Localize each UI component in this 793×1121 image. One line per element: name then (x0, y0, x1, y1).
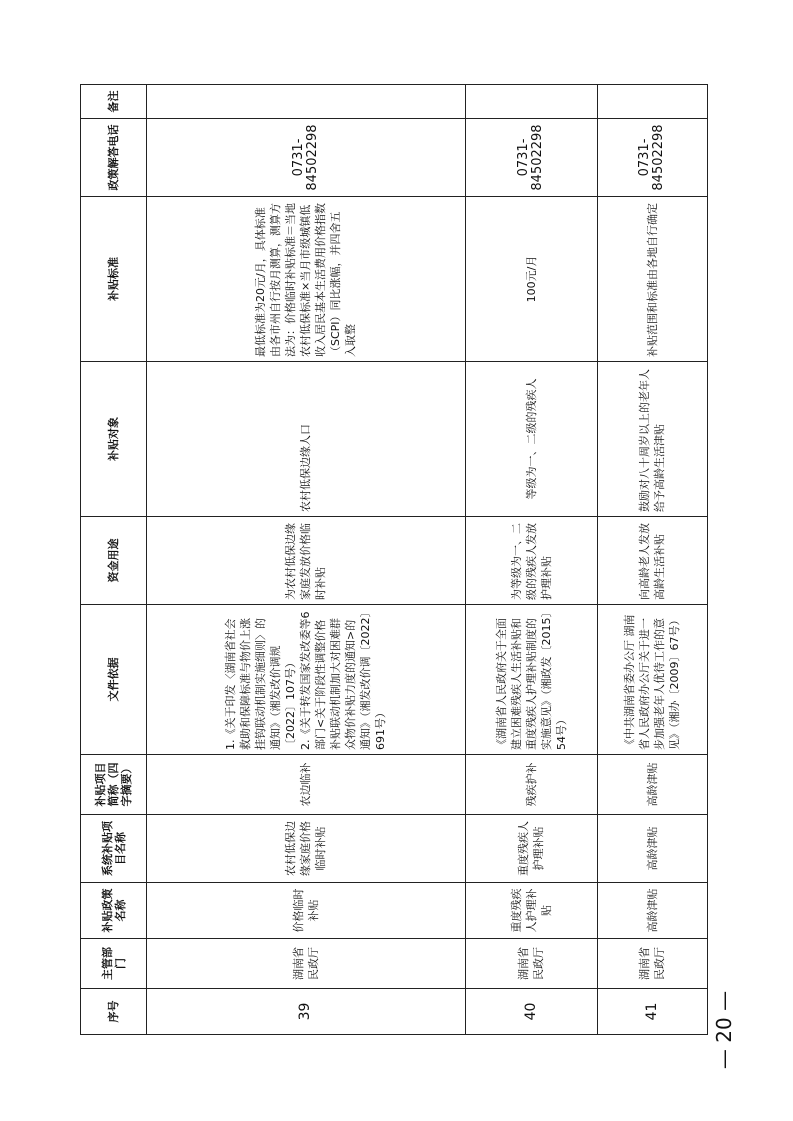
cell-usage: 为等级为一、二级的残疾人发放护理补贴 (465, 517, 597, 605)
cell-policy-name: 重度残疾人护理补贴 (465, 883, 597, 939)
cell-seq: 39 (147, 989, 466, 1035)
header-target: 补贴对象 (81, 362, 147, 517)
cell-seq: 41 (597, 989, 707, 1035)
cell-target: 等级为一、二级的残疾人 (465, 362, 597, 517)
subsidy-policy-table (80, 84, 708, 1035)
cell-note (465, 85, 597, 119)
table-header-row (81, 85, 147, 1035)
cell-basis: 《中共湖南省委办公厅 湖南省人民政府办公厅关于进一步加强老年人优待工作的意见》（湘办〔2009〕67号） (597, 605, 707, 755)
cell-short-name: 高龄津贴 (597, 755, 707, 815)
header-phone: 政策解答电话 (81, 119, 147, 197)
cell-basis: 1.《关于印发〈湖南省社会救助和保障标准与物价上涨挂钩联动机制实施细则〉的通知》（湘发改价调规〔2022〕107号） 2.《关于转发国家发改委等6部门<关于阶段性调整价格补贴联动机制加大对困难群众物价补贴力度的通知>的通知》（湘发改价调〔2022〕691号） (147, 605, 466, 755)
cell-usage: 向高龄老人发放高龄生活补贴 (597, 517, 707, 605)
header-standard: 补贴标准 (81, 197, 147, 362)
cell-standard: 100元/月 (465, 197, 597, 362)
header-usage: 资金用途 (81, 517, 147, 605)
cell-system-name: 高龄津贴 (597, 815, 707, 883)
rotated-table-wrapper (80, 85, 708, 1035)
header-system-name: 系统补贴项目名称 (81, 815, 147, 883)
cell-basis: 《湖南省人民政府关于全面建立困难残疾人生活补贴和重度残疾人护理补贴制度的实施意见》（湘政发〔2015〕54号） (465, 605, 597, 755)
cell-phone: 0731-84502298 (465, 119, 597, 197)
cell-seq: 40 (465, 989, 597, 1035)
header-seq: 序号 (81, 989, 147, 1035)
cell-dept: 湖南省民政厅 (465, 939, 597, 989)
cell-note (597, 85, 707, 119)
cell-policy-name: 高龄津贴 (597, 883, 707, 939)
cell-dept: 湖南省民政厅 (597, 939, 707, 989)
page-number: — 20 — (712, 990, 736, 1070)
header-short-name: 补贴项目简称（四字摘要） (81, 755, 147, 815)
header-policy-name: 补贴政策名称 (81, 883, 147, 939)
cell-phone: 0731-84502298 (597, 119, 707, 197)
cell-usage: 为农村低保边缘家庭发放价格临时补贴 (147, 517, 466, 605)
table-row (465, 85, 597, 1035)
cell-target: 鼓励对八十周岁以上的老年人给予高龄生活津贴 (597, 362, 707, 517)
header-basis: 文件依据 (81, 605, 147, 755)
cell-phone: 0731-84502298 (147, 119, 466, 197)
table-row (147, 85, 466, 1035)
header-note: 备注 (81, 85, 147, 119)
table-row (597, 85, 707, 1035)
header-dept: 主管部门 (81, 939, 147, 989)
cell-target: 农村低保边缘人口 (147, 362, 466, 517)
cell-system-name: 重度残疾人护理补贴 (465, 815, 597, 883)
cell-standard: 最低标准为20元/月，具体标准由各市州自行按月测算，测算方法为：价格临时补贴标准＝当地农村低保标准×当月市级城镇低收入居民基本生活费用价格指数（SCPI）同比涨幅，并四舍五入取整 (147, 197, 466, 362)
cell-policy-name: 价格临时补贴 (147, 883, 466, 939)
cell-standard: 补贴范围和标准由各地自行确定 (597, 197, 707, 362)
cell-short-name: 残疾护补 (465, 755, 597, 815)
cell-short-name: 农边临补 (147, 755, 466, 815)
cell-dept: 湖南省民政厅 (147, 939, 466, 989)
cell-note (147, 85, 466, 119)
cell-system-name: 农村低保边缘家庭价格临时补贴 (147, 815, 466, 883)
